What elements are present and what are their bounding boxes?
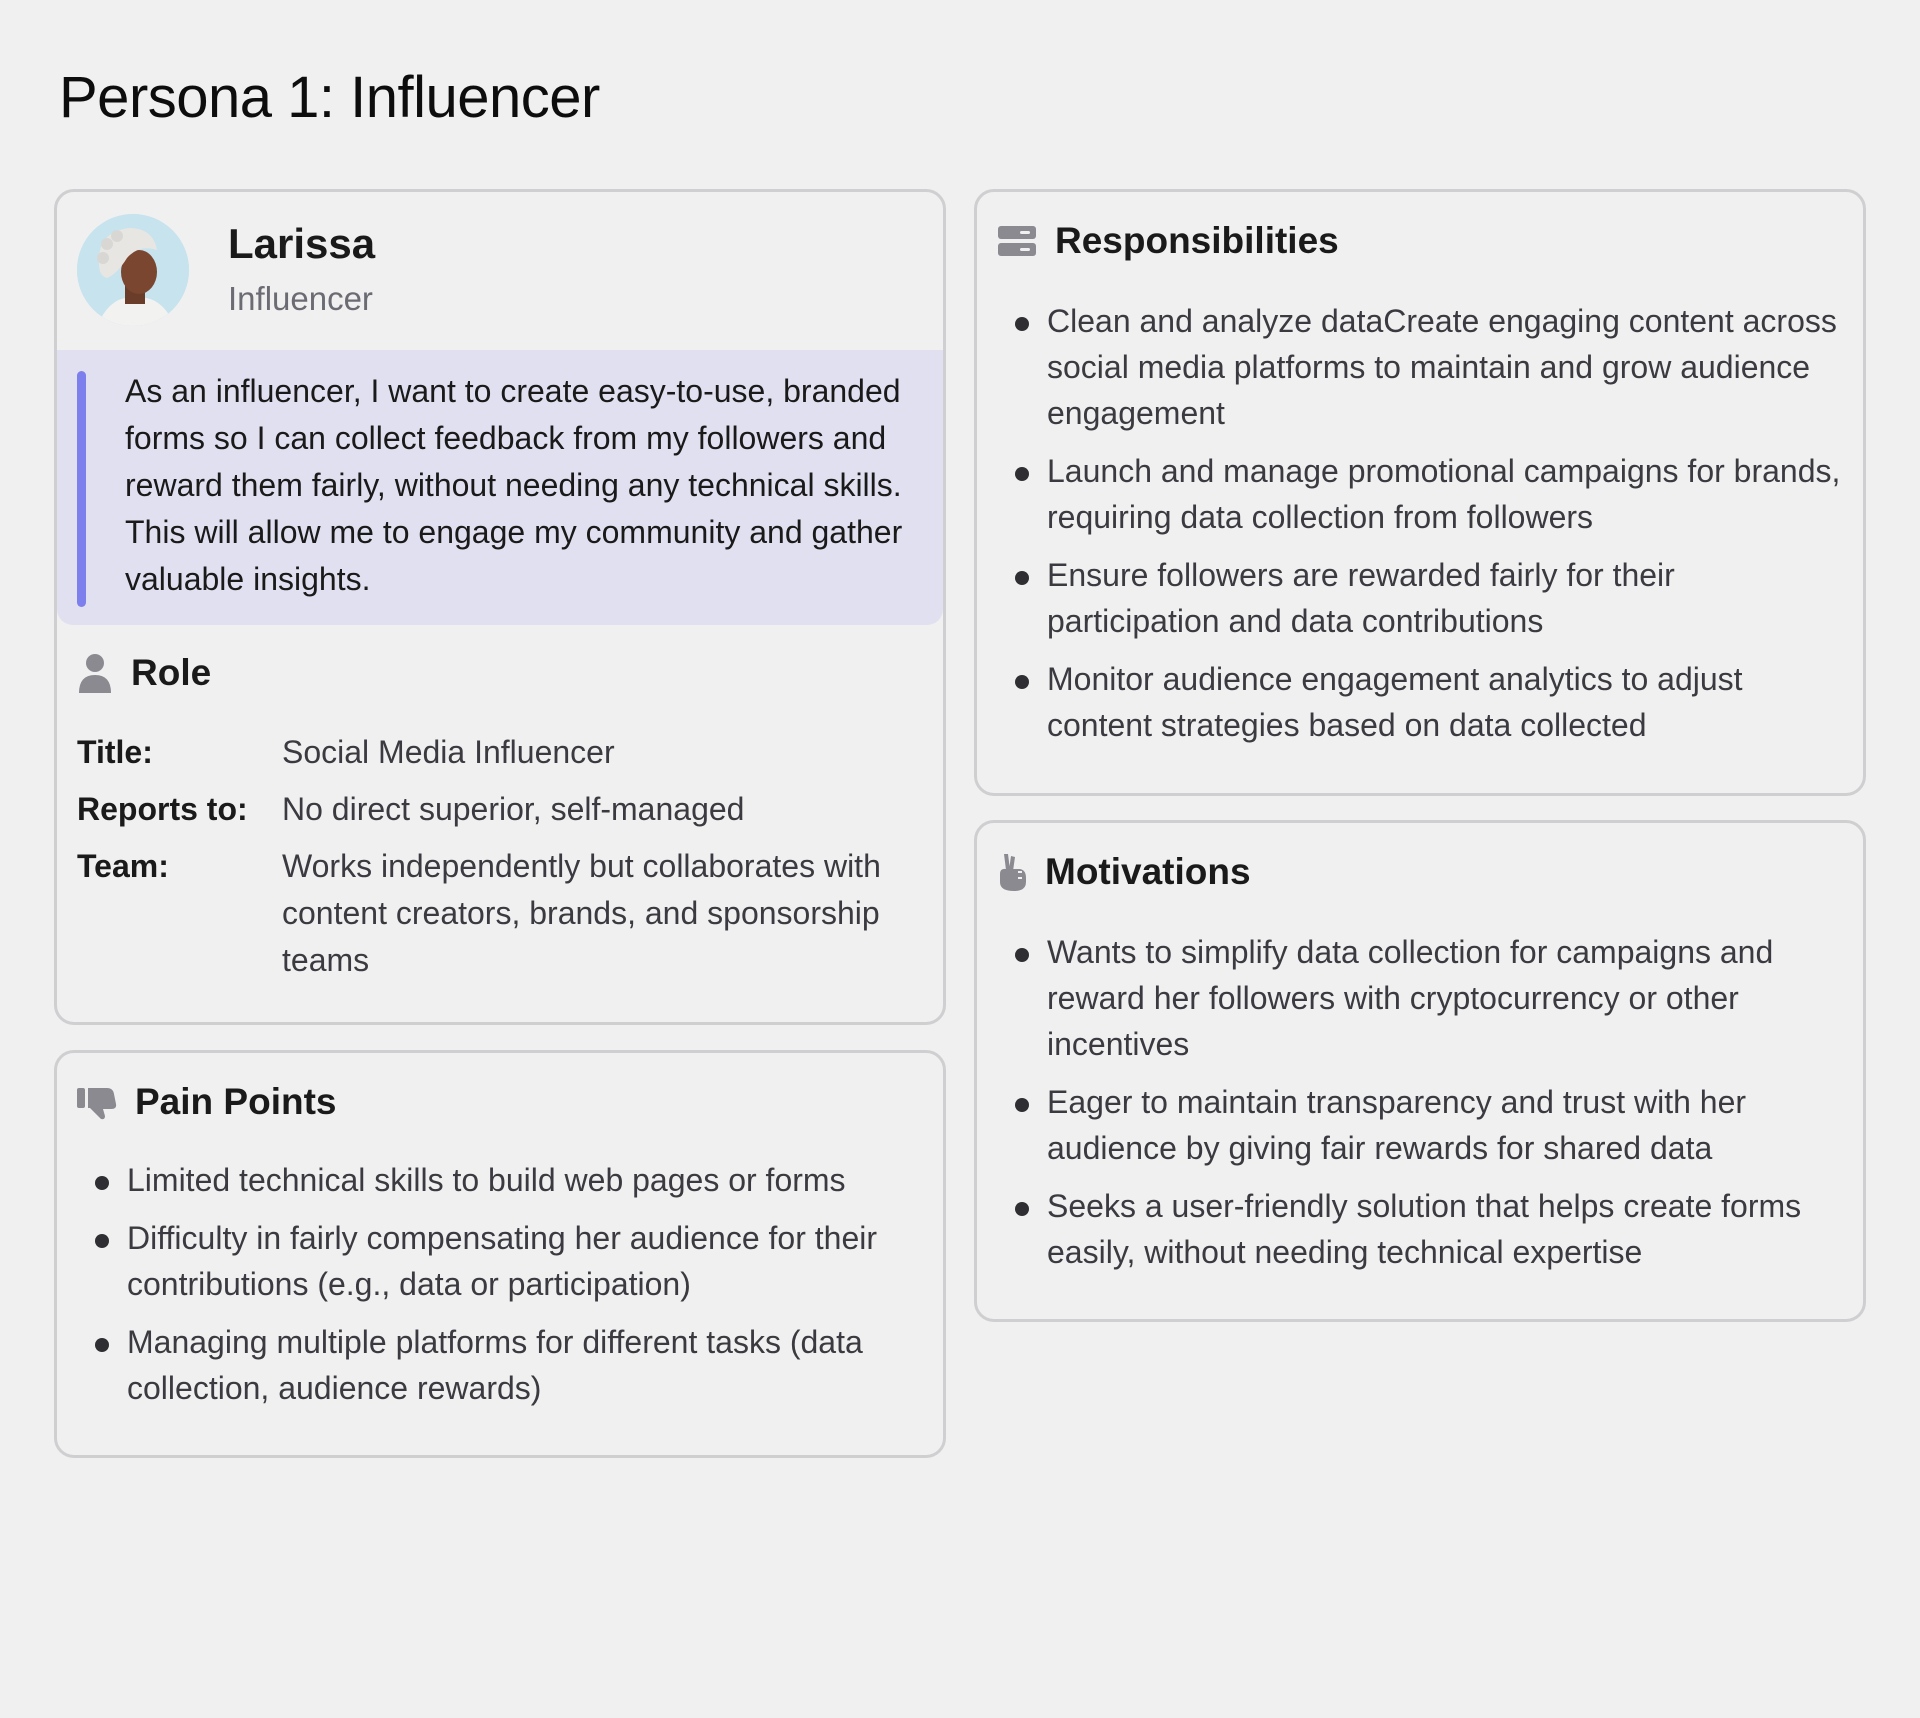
list-item: Monitor audience engagement analytics to adjust content strategies based on data collected: [1013, 656, 1853, 748]
motivations-list: [1013, 929, 1853, 1287]
list-item: Eager to maintain transparency and trust with her audience by giving fair rewards for shared data: [1013, 1079, 1853, 1171]
role-field-value: Social Media Influencer: [282, 734, 615, 770]
responsibilities-heading: [997, 220, 1339, 262]
thumbs-down-icon: [77, 1082, 117, 1122]
list-item: Clean and analyze dataCreate engaging content across social media platforms to maintain and grow audience engagement: [1013, 298, 1853, 436]
role-field-value: Works independently but collaborates with content creators, brands, and sponsorship teams: [282, 848, 881, 978]
list-item: Difficulty in fairly compensating her audience for their contributions (e.g., data or participation): [93, 1215, 933, 1307]
role-heading: [77, 652, 211, 694]
responsibilities-heading-label: Responsibilities: [1055, 220, 1339, 261]
pain-points-list: [93, 1157, 933, 1423]
list-item: Limited technical skills to build web pages or forms: [93, 1157, 933, 1203]
pain-points-heading: [77, 1081, 336, 1123]
crossed-fingers-icon: [997, 852, 1029, 892]
persona-subtitle: Influencer: [228, 280, 373, 317]
responsibilities-list: [1013, 298, 1853, 760]
motivations-heading: [997, 851, 1251, 893]
list-item: Ensure followers are rewarded fairly for their participation and data contributions: [1013, 552, 1853, 644]
list-item: Managing multiple platforms for different tasks (data collection, audience rewards): [93, 1319, 933, 1411]
responsibilities-card: [974, 189, 1866, 796]
list-item: Launch and manage promotional campaigns for brands, requiring data collection from followers: [1013, 448, 1853, 540]
person-icon: [77, 652, 113, 694]
persona-quote: As an influencer, I want to create easy-to-use, branded forms so I can collect feedback from my followers and reward them fairly, without needing any technical skills. This will allow me to engage my community and gather valuable insights.: [125, 373, 903, 597]
role-field-label: Team:: [77, 848, 169, 884]
role-heading-label: Role: [131, 652, 212, 693]
role-field-value: No direct superior, self-managed: [282, 791, 745, 827]
list-item: Wants to simplify data collection for campaigns and reward her followers with cryptocurrency or other incentives: [1013, 929, 1853, 1067]
persona-quote-box: [57, 350, 943, 625]
server-stack-icon: [997, 221, 1037, 261]
profile-header: [57, 192, 943, 350]
persona-name: Larissa: [228, 220, 376, 267]
motivations-card: [974, 820, 1866, 1322]
profile-card: [54, 189, 946, 1025]
list-item: Seeks a user-friendly solution that helps create forms easily, without needing technical expertise: [1013, 1183, 1853, 1275]
quote-accent-bar: [77, 371, 86, 607]
avatar: [77, 214, 189, 326]
role-field-label: Reports to:: [77, 791, 248, 827]
pain-points-heading-label: Pain Points: [135, 1081, 337, 1122]
pain-points-card: [54, 1050, 946, 1458]
page-title: Persona 1: Influencer: [59, 65, 600, 130]
motivations-heading-label: Motivations: [1045, 851, 1251, 892]
role-field-label: Title:: [77, 734, 153, 770]
